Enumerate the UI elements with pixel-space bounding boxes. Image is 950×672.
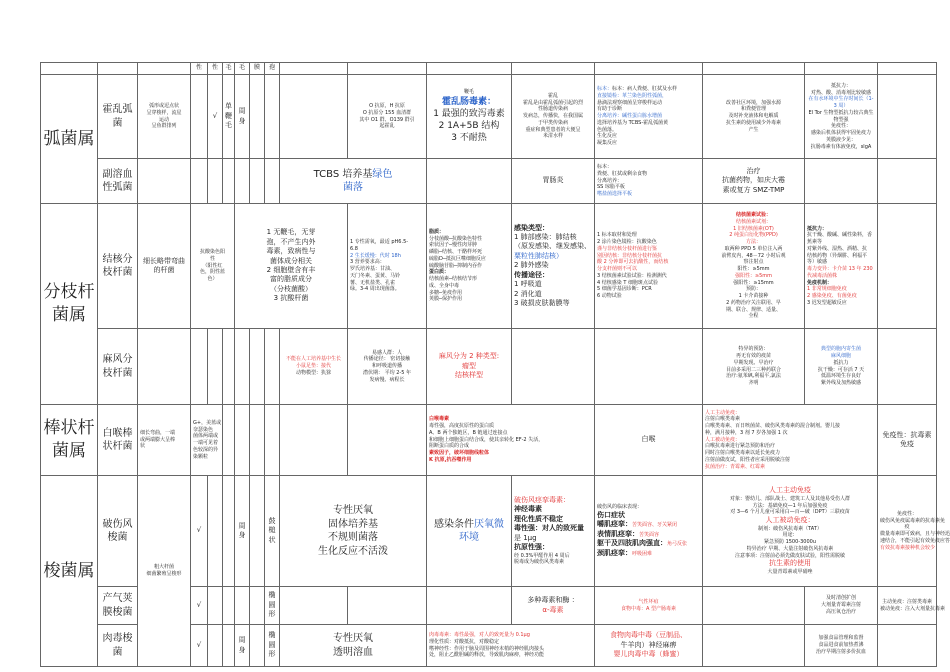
morphology-cell: 细长弯曲，一端 或两端膨大呈棒 状 [138,405,191,476]
disease-cell: 白喉 [595,405,703,476]
tuberculin-test-cell: 结核菌素试验： 结核菌素试剂： 1 旧结核菌素(OT) 2 纯蛋白衍化物(PPD) 方法： 取两种 PPD 5 单位注入两 前臂皮内，48－72 小时后观 察注射点 阳性：≥5mm 强阳性：≥5mm 强阳性：≥15mm 预防： 1 卡介苗接种 2 药物治疗关注联用、早 期、联合、规律、适量、 全程 [703,204,805,329]
header-cell [98,63,138,75]
spore-cell: 椭圆形 [265,625,280,667]
morphology-cell: 粗大杆菌 细菌繁殖呈梭形 [138,476,191,667]
family-vibrio: 弧菌属 [41,75,98,204]
header-cell: 毛 [223,63,235,75]
pili-cell: 周身 [235,476,250,587]
antigen-cell: O 抗原，H 抗原 O 抗原分 155 血清群 其中 O1 群、O139 群引 起霍乱 [348,75,427,159]
header-cell: 膜 [250,63,265,75]
pathogenesis-cell: 易感人群：人 传播途径： 密切接触 和呼吸道传播 潜伏期： 平均 2-5 年 发病慢、病程长 [348,329,427,405]
check-mark: √ [191,587,208,625]
genus-name: 肉毒梭菌 [98,625,138,667]
features-cell: 1 无鞭毛，无芽 孢，不产生内外 毒素，致病性与 菌体成分相关 2 细胞壁含有丰 富的脂质成分 （分枝菌酸） 3 抗酸杆菌 [235,204,348,329]
culture-cell: 不能在人工培养基中生长 小鼠足垫：接代 动物模型：犰狳 [280,329,348,405]
header-cell [280,63,348,75]
infection-condition-cell: 感染条件厌氧微 环境 [427,476,512,587]
header-cell [427,63,512,75]
treatment-cell: 及时清创扩创 大剂量青霉素注射 高压氧仓治疗 [805,587,878,625]
table-row [41,329,937,405]
spore-cell: 鼓槌状 [265,476,280,587]
header-cell [703,63,805,75]
header-cell [348,63,427,75]
diagnosis-cell: 标本： 粪便、肛拭或剩余食物 分离培养： SS 琼脂平板 嗜盐菌选择平板 [595,159,703,204]
genus-name: 产气荚膜梭菌 [98,587,138,625]
header-cell [878,63,937,75]
toxin-cell: 破伤风痉挛毒素： 神经毒素 理化性质不稳定 毒性强：对人的致死量 是 1μg 抗原性强： 经 0.3%甲醛作用 4 周后 脱毒成为破伤风类毒素 [512,476,595,587]
genus-name: 麻风分枝杆菌 [98,329,138,405]
prevention-cell: 改善社区环境，加强水源 和粪便管理 及时补充液体和电解质 抗生素的使用减少外毒素 产生 [703,75,805,159]
genus-name: 结核分枝杆菌 [98,204,138,329]
prevention-cell: 特异的预防： 再无有效的疫苗 早期发现、早治疗 目前多采用二三种药联合 治疗:氨苯砜,利福平,氯法 齐明 [703,329,805,405]
genus-name: 破伤风梭菌 [98,476,138,587]
check-mark: √ [191,625,208,667]
check-mark: √ [208,75,223,159]
pili-cell: 周身 [235,75,250,159]
spore-cell [265,75,280,159]
prevention-cell: 加强食品管理和监督 食品进食前加热煮沸 治疗早期注射多价抗血 [805,625,878,667]
gram-cell: G+，美蓝或 奈瑟染色 菌体两端或 一端可见着 色较深的异 染颗粒 [191,405,223,476]
morphology-cell: 弧形或逗点状 呈穿梭样，流星 运动 呈鱼群排列 [138,75,191,159]
bacteria-summary-table [40,62,950,667]
diagnosis-cell: 标本：标本：病人粪便、肛拭及水样 直接镜检：革兰染色阴性弧菌， 悬滴法观察细菌呈穿梭样运动 有助于诊断 分离培养：碱性蛋白胨水增菌 选择培养基为 TCBS-霍乱弧菌黄 色菌落。 生化反应 凝集反应 [595,75,703,159]
header-cell [512,63,595,75]
extra-cell [878,75,937,159]
disease-cell: 霍乱 霍乱是由霍乱弧菌引起的烈 性肠道传染病 发病急，传播快，在我国属 于甲类传染病 重症和典型患者的大便呈 米泔水样 [512,75,595,159]
flagella-cell: 单鞭毛 [223,75,235,159]
family-clostridium: 梭菌属 [41,476,98,667]
acid-fast-cell: 抗酸染色阳 性 （阳性红 色，阴性蓝 色） [191,204,235,329]
table-row [41,159,937,204]
table-row [41,405,937,476]
check-mark: √ [191,476,208,587]
pili-cell: 周身 [235,625,250,667]
treatment-cell: 治疗 抗菌药物，如庆大霉 素或复方 SMZ-TMP [703,159,805,204]
toxin-cell: 鞭毛 霍乱肠毒素： 1 最强的致泻毒素 2 1A+5B 结构 3 不耐热 [427,75,512,159]
culture-cell [280,75,348,159]
disease-cell: 胃肠炎 [512,159,595,204]
table-row [41,204,937,329]
diagnosis-cell: 人工主动免疫： 注射白喉类毒素 白喉类毒素、百日咳菌苗、破伤风类毒素的混合制剂。婴儿接 种，满月接种，3 剂 7 岁各加强 1 次 人工被动免疫： 白喉抗毒素进行紧急预防和治疗 同时注射白喉类毒素以延长免疫力 注射前做皮试，阳性者应采用脱敏注射 抗菌治疗：青霉素、红霉素 [703,405,878,476]
genus-name: 霍乱弧菌 [98,75,138,159]
spore-cell: 椭圆形 [265,587,280,625]
disease-cell: 破伤风的临床表现： 伤口症状 嚼肌痉挛：苦笑面容、牙关紧闭 表情肌痉挛：苦笑面容 躯干及四肢肌肉强直：角弓反张 颈肌痉挛：呼吸困难 [595,476,703,587]
header-cell [805,63,878,75]
morphology-cell: 细长略带弯曲的杆菌 [138,204,191,329]
genus-name: 白喉棒状杆菌 [98,405,138,476]
infection-cell: 感染类型： 1 肺部感染：肺结核 （原发感染、继发感染、 粟粒性肺结核） 2 肺外感染 传播途径： 1 呼吸道 2 消化道 3 破损皮肤黏膜等 [512,204,595,329]
immunity-cell: 免疫性： 破伤风免疫属毒素的抗毒素免 疫 微量毒素即可致病，且与神经迅 速结合，不能引起有效免疫应答 有效抗毒素接种机会较少 [878,476,937,587]
resistance-cell: 抵抗力： 抗干燥、酸碱、碱性染料，香 蕉素等 对紫外线、湿热、酒精、抗 结核药物（异烟肼、利福平 等）敏感 毒力变异：卡介苗 13 年 230 代减毒活菌株 免疫机制： 1 非常规细胞免疫 2 感染免疫、有菌免疫 3 迟发型超敏反应 [805,204,878,329]
culture-cell: 专性厌氧 固体培养基 不规则菌落 生化反应不活泼 [280,476,427,587]
capsule-cell [250,75,265,159]
diagnosis-cell: 1 标本取材和处理 2 涂片染色镜检：抗酸染色 谨与非结核分枝杆菌进行鉴 别因结核：非结核分枝杆菌抗 酸 2 分钟即可去抗酸性，而结核 分支杆菌则不可以 3 结核菌素试验试验：检测测代 4 结核感染 T 细胞斑点试验 5 细菌学基因诊断：PCR 6 动物试验 [595,204,703,329]
immunity-cell: 抵抗力： 对热、酸、消毒剂比较敏感 在有水环境中生存时间长（1- 3 周） El Tor 生物型抵抗力较古典生 物型强 免疫性： 感染后机体获得牢固免疫力 荚膜液少见： 抗肠毒素有体液免疫，slgA [805,75,878,159]
toxin-cell: 白喉毒素 毒性强，高度抗原性的蛋白质 A、B 两个独链区，B 链通过连接点 和细胞上细胞蛋白结合成，使其亲转化 EF-2 失活， 阻断蛋白质的合成 素致因子，破坏细胞线粒体 K 抗原,抗吞噬作用 [427,405,595,476]
disease-cell: 气性坏疽 食物中毒：A 型产肠毒素 [595,587,703,625]
header-row [41,63,937,75]
table-row [41,75,937,159]
toxin-cell: 多种毒素和酶 ： α-毒素 [512,587,595,625]
header-cell [595,63,703,75]
family-mycobacterium: 分枝杆菌属 [41,204,98,405]
culture-cell: TCBS 培养基绿色 菌落 [280,159,427,204]
header-cell [138,63,191,75]
culture-cell: 专性厌氧 透明溶血 [280,625,427,667]
header-cell: 性 [208,63,223,75]
culture-cell: 1 专性需氧，最适 pH6.5- 6.8 2 生长缓慢：代时 18h 3 营养要求高： 罗氏培养基：甘油、 天门冬素、蛋黄、马铃 薯、无机盐类、孔雀 绿。3-4 周出现菌落。 [348,204,427,329]
gram-cell [191,75,208,159]
family-corynebacterium: 棒状杆菌属 [41,405,98,476]
diagnosis-cell: 人工主动免疫 对象：婴幼儿、部队战士、建筑工人及其他易受伤人群 方法：基础免疫—1 年后加强免疫 对 3—6 个月儿童可采用白—百—破（DPT）三联疫苗 人工被动免疫： 制剂：破伤风抗毒素（TAT） 用途： 紧急预防 1500-3000u 特异治疗 早期、大量注射破伤风抗毒素 注意事项：注射前必须先做皮肤试验，阳性需脱敏 抗生素的使用 大量青霉素或甲硝唑 [703,476,878,587]
header-cell: 毛 [235,63,250,75]
header-cell [41,63,98,75]
genus-name: 副溶血性弧菌 [98,159,138,204]
immunity-cell: 典型的胞内寄生菌 麻风细胞 抵抗力 抗干燥：可存活 7 天 低温环境生存良好 紫外线及加热敏感 [805,329,878,405]
toxin-cell: 肉毒毒素：毒性最强，对人的致死量为 0.1μg 理化性质：对酸抵抗，对酸稳定 嗜神经性：作用于脑及周围神经末梢的神经肌肉接头 处，阻止乙酰胆碱的释放，导致肌肉麻痹，神经功能 [427,625,595,667]
table-row [41,476,937,587]
header-cell: 性 [191,63,208,75]
disease-cell: 食物肉毒中毒（豆制品、 牛羊肉）神经麻痹 婴儿肉毒中毒（蜂蜜） [595,625,703,667]
header-cell: 孢 [265,63,280,75]
type-cell: 麻风分为 2 种类型: 瘤型 结核样型 [427,329,512,405]
pathogenesis-cell: 脂质： 分枝菌酸─抗酸染色特性 索状因子─慢性肉芽肿 磷脂─结核、干酪样坏死 硫脂D─抵抗巨噬细胞反应 硫酸脑苷脂─抑制内吞作 蛋白质： 结核菌素─结核结节形 成、全身中毒 多糖─免疫作用 荚膜─保护作用 [427,204,512,329]
immunity-cell: 免疫性：抗毒素免疫 [878,405,937,476]
immunity-cell: 主动免疫：注射类毒素 被动免疫：注入大剂量抗毒素 [878,587,937,625]
